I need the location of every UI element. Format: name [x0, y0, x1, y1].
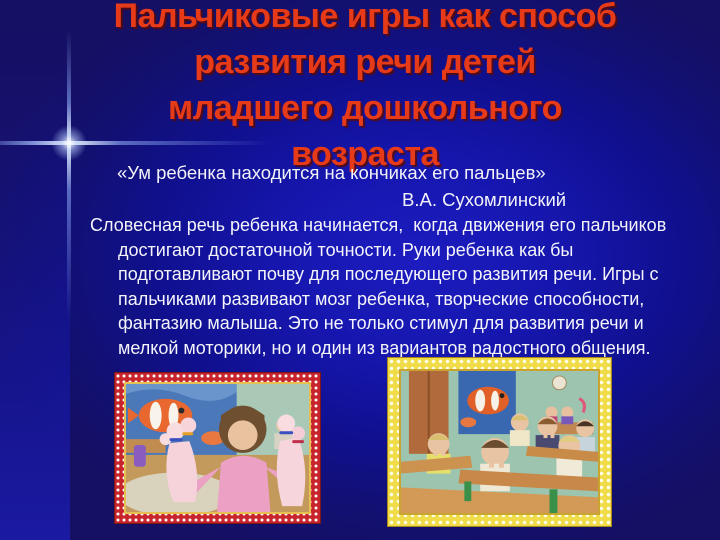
photo-right-illustration: [401, 371, 598, 513]
slide-title: [55, 0, 675, 177]
nemo-poster: [458, 371, 515, 434]
finger-puppet-glove-right: [277, 415, 305, 507]
photo-left-illustration: [126, 384, 309, 512]
body-line-5: фантазию малыша. Это не только стимул для развития речи и: [118, 313, 644, 333]
epigraph-quote: «Ум ребенка находится на кончиках его пальцев»: [117, 162, 546, 183]
body-line-1: Словесная речь ребенка начинается, когда движения его пальчиков: [90, 215, 667, 235]
photo-girl-with-finger-puppets: [124, 382, 311, 514]
body-line-3: подготавливают почву для последующего развития речи. Игры с: [118, 264, 659, 284]
body-line-2: достигают достаточной точности. Руки ребенка как бы: [118, 239, 574, 260]
body-line-6: мелкой моторики, но и один из вариантов радостного общения.: [118, 337, 651, 358]
photo-children-at-desks: [399, 369, 600, 515]
slide-title-line-1: Пальчиковые игры как способ: [113, 0, 617, 35]
slide-title-line-3: младшего дошкольного: [168, 89, 562, 127]
slide-title-line-2: развития речи детей: [194, 43, 536, 81]
body-paragraph: [90, 213, 690, 360]
photo-frame-left: [114, 372, 321, 524]
photo-frame-right: [387, 357, 612, 527]
body-line-4: пальчиками развивают мозг ребенка, творческие способности,: [118, 288, 645, 309]
wall-clock: [552, 376, 566, 390]
slide-title-line-4: возраста: [291, 135, 439, 173]
purple-chair: [134, 445, 146, 467]
quote-attribution: В.А. Сухомлинский: [402, 189, 567, 210]
